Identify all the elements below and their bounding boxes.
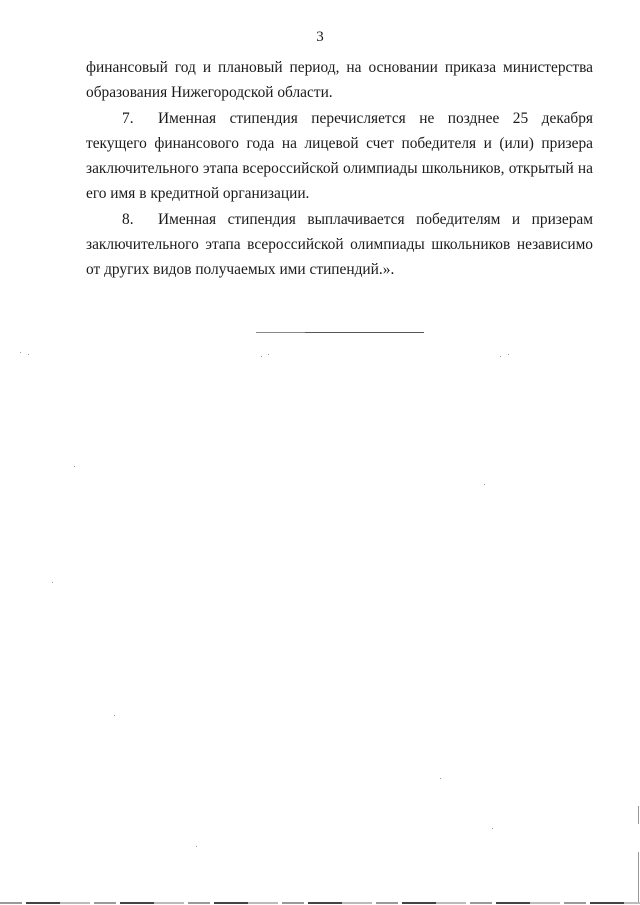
scan-speck (492, 828, 493, 829)
clause-number: 8. (122, 210, 134, 228)
scan-speck (268, 354, 269, 355)
scan-speck (28, 354, 29, 355)
scan-speck (20, 352, 21, 353)
scan-bottom-edge (0, 902, 640, 904)
clause-8 (86, 207, 593, 283)
continuation-paragraph: финансовый год и плановый период, на основании приказа министерства образования Нижегородской области. (86, 59, 593, 102)
scan-speck (52, 582, 53, 583)
scan-speck (261, 356, 262, 357)
scan-speck (484, 484, 485, 485)
scan-right-edge (638, 806, 639, 824)
scan-speck (508, 354, 509, 355)
clause-text: Именная стипендия перечисляется не позднее 25 декабря текущего финансового года на лицевой счет победителя и (или) призера заключительного этапа всероссийской олимпиады школьников, открытый на его имя в кредитной организации. (86, 109, 593, 203)
scan-speck (114, 715, 115, 716)
clause-text: Именная стипендия выплачивается победителям и призерам заключительного этапа всероссийской олимпиады школьников независимо от других видов получаемых ими стипендий.». (86, 210, 593, 279)
page-number: 3 (316, 29, 324, 45)
clause-number: 7. (122, 109, 134, 127)
scan-speck (196, 846, 197, 847)
end-rule-divider (256, 332, 424, 333)
scan-speck (440, 778, 441, 779)
scan-speck (74, 466, 75, 467)
document-body (86, 55, 593, 283)
scan-right-edge (638, 852, 639, 902)
scan-speck (500, 356, 501, 357)
clause-7 (86, 106, 593, 207)
